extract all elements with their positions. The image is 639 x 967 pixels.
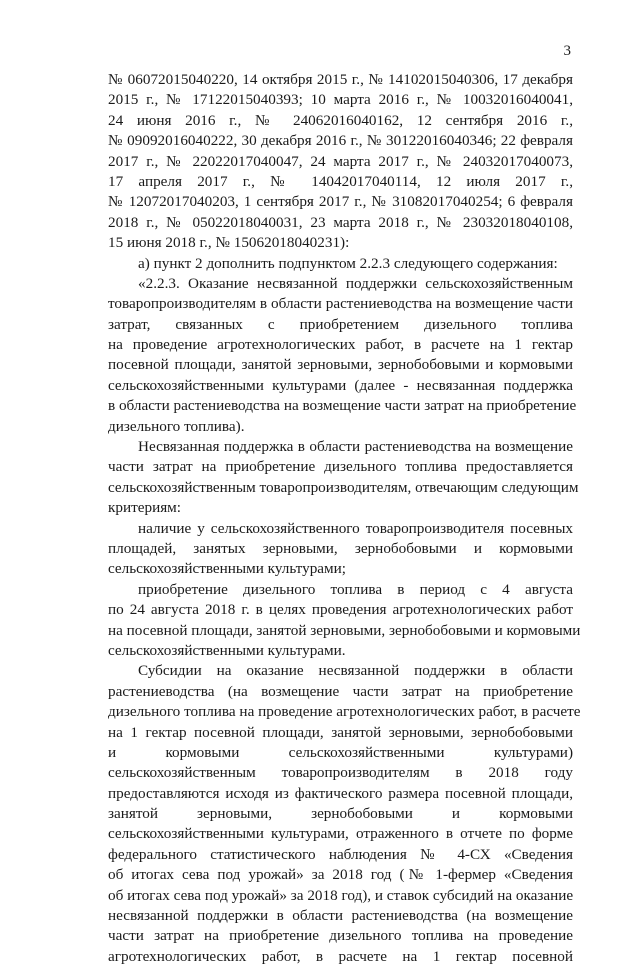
text-line: на 1 гектар посевной площади, занятой зерновыми, зернобобовыми bbox=[108, 723, 573, 741]
text-line: несвязанной поддержки в области растениеводства (на возмещение bbox=[108, 907, 573, 925]
text-line: и кормовыми сельскохозяйственными культурами) bbox=[108, 743, 573, 761]
document-body bbox=[108, 70, 581, 967]
text-line: 24 июня 2016 г., № 24062016040162, 12 сентября 2016 г., bbox=[108, 111, 573, 129]
text-line: части затрат на приобретение дизельного топлива на проведение bbox=[108, 927, 573, 945]
text-line: № 06072015040220, 14 октября 2015 г., № 14102015040306, 17 декабря bbox=[108, 71, 573, 88]
text-line: дизельного топлива на проведение агротехнологических работ, в расчете bbox=[108, 703, 581, 721]
text-line: федерального статистического наблюдения № 4-СХ «Сведения bbox=[108, 845, 573, 863]
text-line: занятой зерновыми, зернобобовыми и кормовыми bbox=[108, 805, 573, 823]
text-line: «2.2.3. Оказание несвязанной поддержки сельскохозяйственным bbox=[138, 274, 573, 292]
text-line: 2017 г., № 22022017040047, 24 марта 2017 г., № 24032017040073, bbox=[108, 152, 573, 170]
text-line: приобретение дизельного топлива в период с 4 августа bbox=[138, 580, 573, 598]
text-line: 2015 г., № 17122015040393; 10 марта 2016 г., № 10032016040041, bbox=[108, 91, 573, 109]
text-line: 15 июня 2018 г., № 15062018040231): bbox=[108, 234, 350, 252]
text-line: дизельного топлива). bbox=[108, 417, 245, 435]
text-line: в области растениеводства на возмещение части затрат на приобретение bbox=[108, 397, 577, 415]
text-line: посевной площади, занятой зерновыми, зернобобовыми и кормовыми bbox=[108, 356, 573, 374]
text-line: сельскохозяйственными культурами (далее - несвязанная поддержка bbox=[108, 376, 573, 394]
text-line: № 09092016040222, 30 декабря 2016 г., № 30122016040346; 22 февраля bbox=[108, 132, 573, 150]
text-line: по 24 августа 2018 г. в целях проведения агротехнологических работ bbox=[108, 601, 573, 619]
text-line: сельскохозяйственными культурами. bbox=[108, 641, 346, 659]
text-line: площадей, занятых зерновыми, зернобобовыми и кормовыми bbox=[108, 539, 573, 557]
text-line: об итогах сева под урожай» за 2018 год (№ 1-фермер «Сведения bbox=[108, 866, 573, 884]
text-line: № 12072017040203, 1 сентября 2017 г., № 31082017040254; 6 февраля bbox=[108, 193, 573, 211]
text-line: 17 апреля 2017 г., № 14042017040114, 12 июля 2017 г., bbox=[108, 172, 573, 190]
text-line: агротехнологических работ, в расчете на 1 гектар посевной bbox=[108, 947, 573, 965]
text-line: на проведение агротехнологических работ, в расчете на 1 гектар bbox=[108, 336, 573, 354]
text-line: товаропроизводителям в области растениеводства на возмещение части bbox=[108, 295, 573, 313]
text-line: сельскохозяйственным товаропроизводителям, отвечающим следующим bbox=[108, 478, 579, 496]
text-line: затрат, связанных с приобретением дизельного топлива bbox=[108, 315, 573, 333]
text-line: а) пункт 2 дополнить подпунктом 2.2.3 следующего содержания: bbox=[138, 254, 558, 272]
text-line: 2018 г., № 05022018040031, 23 марта 2018 г., № 23032018040108, bbox=[108, 213, 573, 231]
text-line: предоставляются исходя из фактического размера посевной площади, bbox=[108, 784, 573, 802]
text-line: сельскохозяйственными культурами; bbox=[108, 560, 346, 578]
text-line: сельскохозяйственным товаропроизводителям в 2018 году bbox=[108, 764, 573, 782]
text-line: Субсидии на оказание несвязанной поддержки в области bbox=[138, 662, 573, 680]
text-line: Несвязанная поддержка в области растениеводства на возмещение bbox=[138, 438, 573, 456]
text-line: на посевной площади, занятой зерновыми, зернобобовыми и кормовыми bbox=[108, 621, 581, 639]
text-line: об итогах сева под урожай» за 2018 год), и ставок субсидий на оказание bbox=[108, 886, 574, 904]
text-line: критериям: bbox=[108, 499, 182, 517]
text-line: наличие у сельскохозяйственного товаропроизводителя посевных bbox=[138, 519, 573, 537]
text-line: части затрат на приобретение дизельного топлива предоставляется bbox=[108, 458, 573, 476]
text-line: сельскохозяйственными культурами, отраженного в отчете по форме bbox=[108, 825, 573, 843]
page-number: 3 bbox=[563, 43, 571, 59]
text-line: растениеводства (на возмещение части затрат на приобретение bbox=[108, 682, 573, 700]
